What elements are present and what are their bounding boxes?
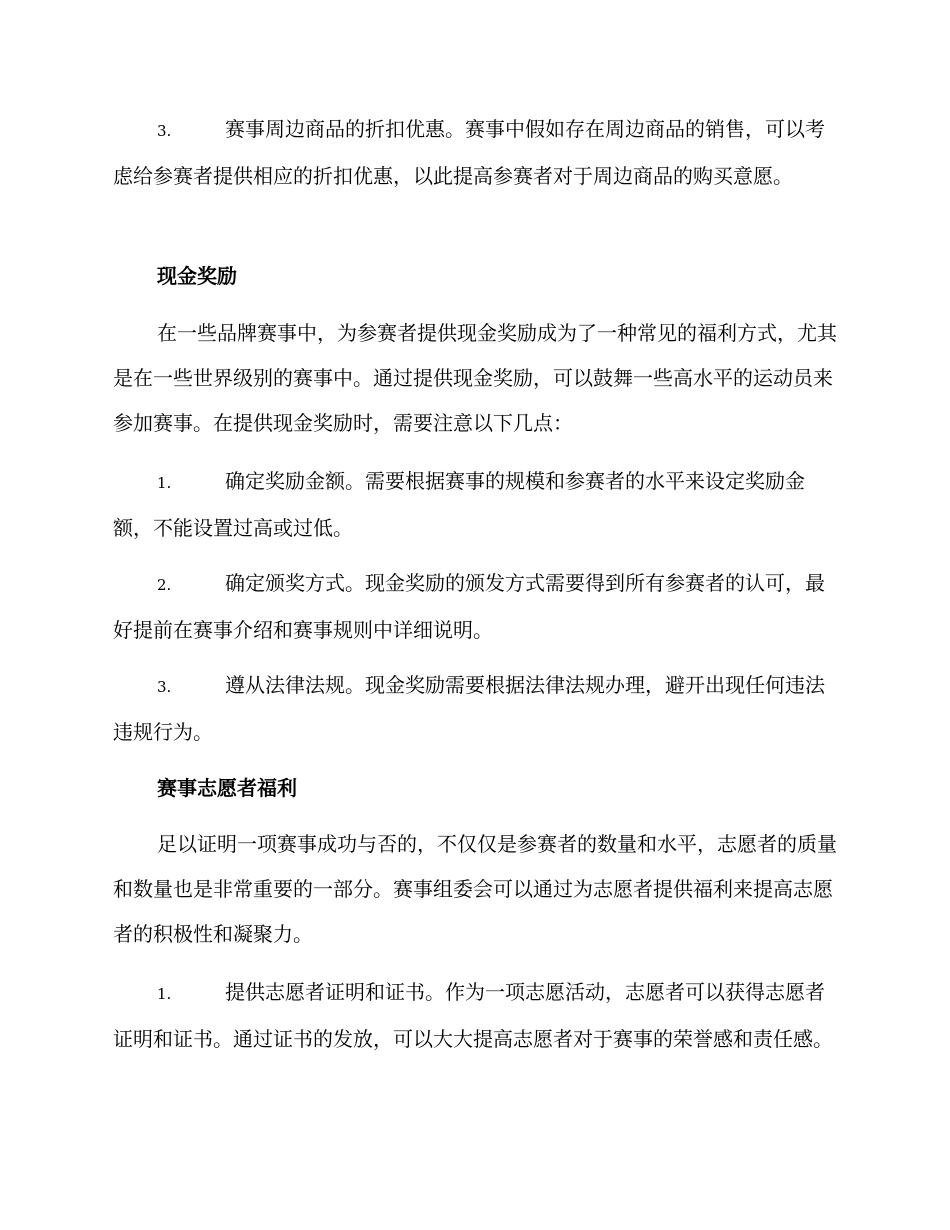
- list-item-text: 提供志愿者证明和证书。作为一项志愿活动，志愿者可以获得志愿者证明和证书。通过证书的发放，可以大大提高志愿者对于赛事的荣誉感和责任感。: [113, 980, 833, 1051]
- list-number: 1.: [157, 474, 172, 492]
- list-item: [113, 561, 837, 653]
- section-heading-cash-reward: 现金奖励: [157, 264, 237, 288]
- paragraph: [113, 311, 837, 446]
- list-item: [113, 970, 837, 1062]
- list-number: 3.: [157, 678, 172, 696]
- list-item: [113, 107, 837, 199]
- list-item: [113, 459, 837, 551]
- list-number: 3.: [157, 122, 172, 140]
- paragraph-text: 在一些品牌赛事中，为参赛者提供现金奖励成为了一种常见的福利方式，尤其是在一些世界级别的赛事中。通过提供现金奖励，可以鼓舞一些高水平的运动员来参加赛事。在提供现金奖励时，需要注意以下几点：: [113, 321, 837, 435]
- list-item-text: 确定奖励金额。需要根据赛事的规模和参赛者的水平来设定奖励金额，不能设置过高或过低。: [113, 469, 805, 540]
- section-heading-volunteer-benefits: 赛事志愿者福利: [157, 776, 297, 800]
- list-number: 2.: [157, 576, 172, 594]
- list-item-text: 遵从法律法规。现金奖励需要根据法律法规办理，避开出现任何违法违规行为。: [113, 673, 825, 744]
- list-item: [113, 663, 837, 755]
- list-item-text: 赛事周边商品的折扣优惠。赛事中假如存在周边商品的销售，可以考虑给参赛者提供相应的折扣优惠，以此提高参赛者对于周边商品的购买意愿。: [113, 117, 825, 188]
- list-item-text: 确定颁奖方式。现金奖励的颁发方式需要得到所有参赛者的认可，最好提前在赛事介绍和赛事规则中详细说明。: [113, 571, 825, 642]
- list-number: 1.: [157, 985, 172, 1003]
- paragraph: [113, 822, 837, 957]
- paragraph-text: 足以证明一项赛事成功与否的，不仅仅是参赛者的数量和水平，志愿者的质量和数量也是非常重要的一部分。赛事组委会可以通过为志愿者提供福利来提高志愿者的积极性和凝聚力。: [113, 832, 837, 946]
